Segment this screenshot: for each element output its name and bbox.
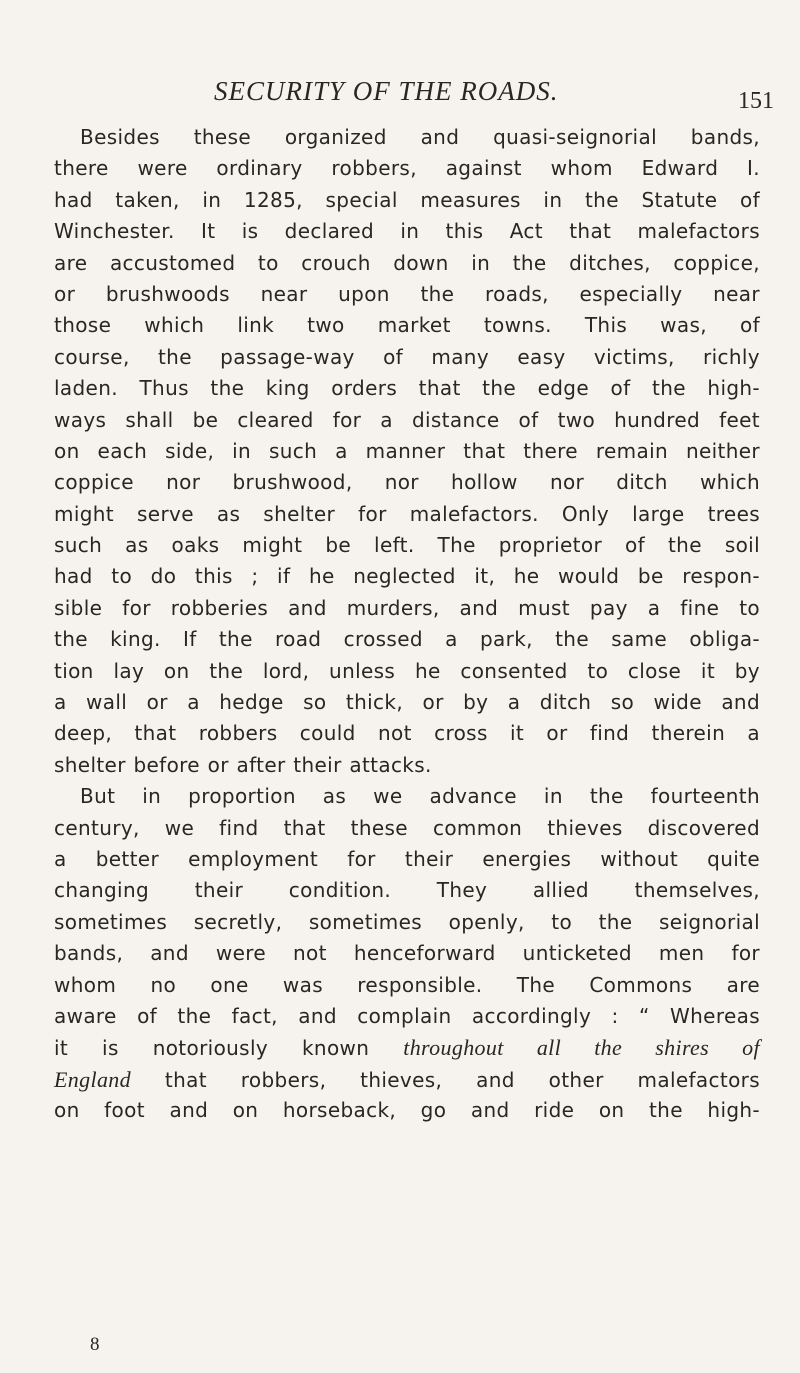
signature-mark: 8 — [90, 1334, 100, 1355]
text-line: or brushwoods near upon the roads, especially near — [54, 281, 760, 306]
text-line: the king. If the road crossed a park, the same obliga- — [54, 627, 760, 652]
italic-text: throughout all the shires of — [403, 1035, 760, 1061]
text-line: ways shall be cleared for a distance of two hundred feet — [54, 407, 760, 432]
body-text — [54, 122, 760, 1127]
running-title: SECURITY OF THE ROADS. — [214, 76, 559, 106]
text-line-with-italic — [54, 1064, 760, 1095]
plain-text: it is notoriously known — [54, 1036, 404, 1061]
text-line: aware of the fact, and complain accordingly : “ Whereas — [54, 1003, 760, 1028]
text-line: there were ordinary robbers, against whom Edward I. — [54, 156, 760, 181]
text-line: deep, that robbers could not cross it or find therein a — [54, 721, 760, 746]
text-line: course, the passage-way of many easy victims, richly — [54, 344, 760, 369]
text-line: changing their condition. They allied themselves, — [54, 878, 760, 903]
text-line: bands, and were not henceforward unticketed men for — [54, 941, 760, 966]
text-line: on each side, in such a manner that there remain neither — [54, 438, 760, 463]
text-line: had to do this ; if he neglected it, he would be respon- — [54, 564, 760, 589]
text-line: had taken, in 1285, special measures in the Statute of — [54, 187, 760, 212]
text-line: those which link two market towns. This was, of — [54, 313, 760, 338]
plain-text: that robbers, thieves, and other malefactors — [131, 1067, 760, 1092]
text-line: sometimes secretly, sometimes openly, to the seignorial — [54, 909, 760, 934]
text-line-with-italic — [54, 1032, 760, 1063]
text-line: tion lay on the lord, unless he consented to close it by — [54, 658, 760, 683]
text-line: But in proportion as we advance in the fourteenth — [80, 784, 760, 809]
text-line: might serve as shelter for malefactors. Only large trees — [54, 501, 760, 526]
text-line: coppice nor brushwood, nor hollow nor ditch which — [54, 470, 760, 495]
page-number: 151 — [738, 88, 774, 114]
text-line: laden. Thus the king orders that the edge of the high- — [54, 376, 760, 401]
text-line: a wall or a hedge so thick, or by a ditch so wide and — [54, 690, 760, 715]
text-line: Besides these organized and quasi-seignorial bands, — [80, 125, 760, 149]
text-line: a better employment for their energies without quite — [54, 846, 760, 871]
text-line: such as oaks might be left. The proprietor of the soil — [54, 533, 760, 558]
text-line: on foot and on horseback, go and ride on the high- — [54, 1098, 760, 1123]
text-line: Winchester. It is declared in this Act that malefactors — [54, 219, 760, 244]
text-line: whom no one was responsible. The Commons are — [54, 972, 760, 997]
paragraph-end-line: shelter before or after their attacks. — [54, 752, 432, 777]
text-line: century, we find that these common thieves discovered — [54, 815, 760, 840]
italic-text: England — [54, 1066, 132, 1092]
text-line: sible for robberies and murders, and must pay a fine to — [54, 595, 760, 620]
text-line: are accustomed to crouch down in the ditches, coppice, — [54, 250, 760, 275]
